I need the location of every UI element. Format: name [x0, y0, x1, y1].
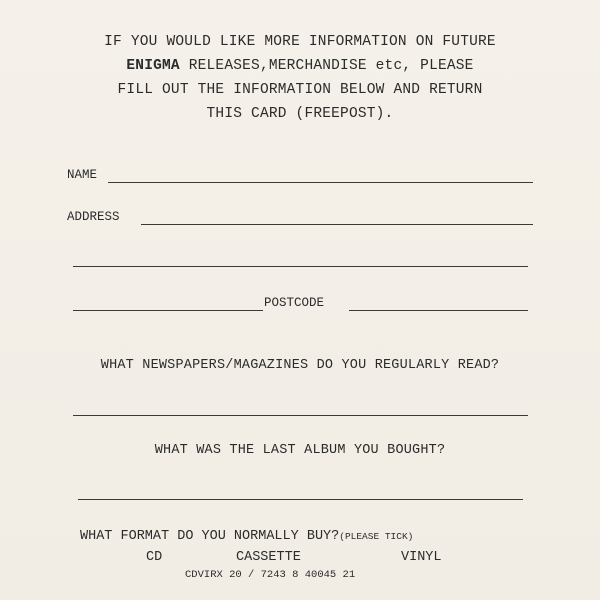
address-field-line-1[interactable]	[141, 224, 533, 225]
format-option-cd[interactable]: CD	[146, 550, 163, 565]
format-option-cassette[interactable]: CASSETTE	[236, 550, 301, 565]
intro-line-3: FILL OUT THE INFORMATION BELOW AND RETURN	[117, 82, 483, 98]
intro-line-2-rest: RELEASES,MERCHANDISE etc, PLEASE	[179, 58, 474, 74]
newspapers-field[interactable]	[73, 415, 528, 416]
intro-text	[20, 30, 580, 126]
please-tick-note: (PLEASE TICK)	[339, 531, 414, 542]
newspapers-question: WHAT NEWSPAPERS/MAGAZINES DO YOU REGULARLY READ?	[100, 358, 500, 373]
format-option-vinyl[interactable]: VINYL	[401, 550, 442, 565]
name-label: NAME	[67, 168, 98, 182]
format-question	[80, 529, 413, 544]
catalog-number: CDVIRX 20 / 7243 8 40045 21	[185, 569, 356, 581]
last-album-field[interactable]	[78, 499, 523, 500]
name-field[interactable]	[108, 182, 533, 183]
address-field-line-2[interactable]	[73, 266, 528, 267]
intro-line-1: IF YOU WOULD LIKE MORE INFORMATION ON FUTURE	[104, 34, 496, 50]
brand-name: ENIGMA	[126, 58, 180, 74]
intro-line-4: THIS CARD (FREEPOST).	[206, 106, 394, 122]
postcode-field[interactable]	[349, 310, 528, 311]
intro-line-2	[20, 54, 580, 78]
address-field-line-3[interactable]	[73, 310, 263, 311]
format-question-text: WHAT FORMAT DO YOU NORMALLY BUY?	[80, 529, 340, 544]
address-label: ADDRESS	[67, 210, 120, 224]
last-album-question: WHAT WAS THE LAST ALBUM YOU BOUGHT?	[154, 443, 446, 458]
postcode-label: POSTCODE	[264, 296, 325, 310]
